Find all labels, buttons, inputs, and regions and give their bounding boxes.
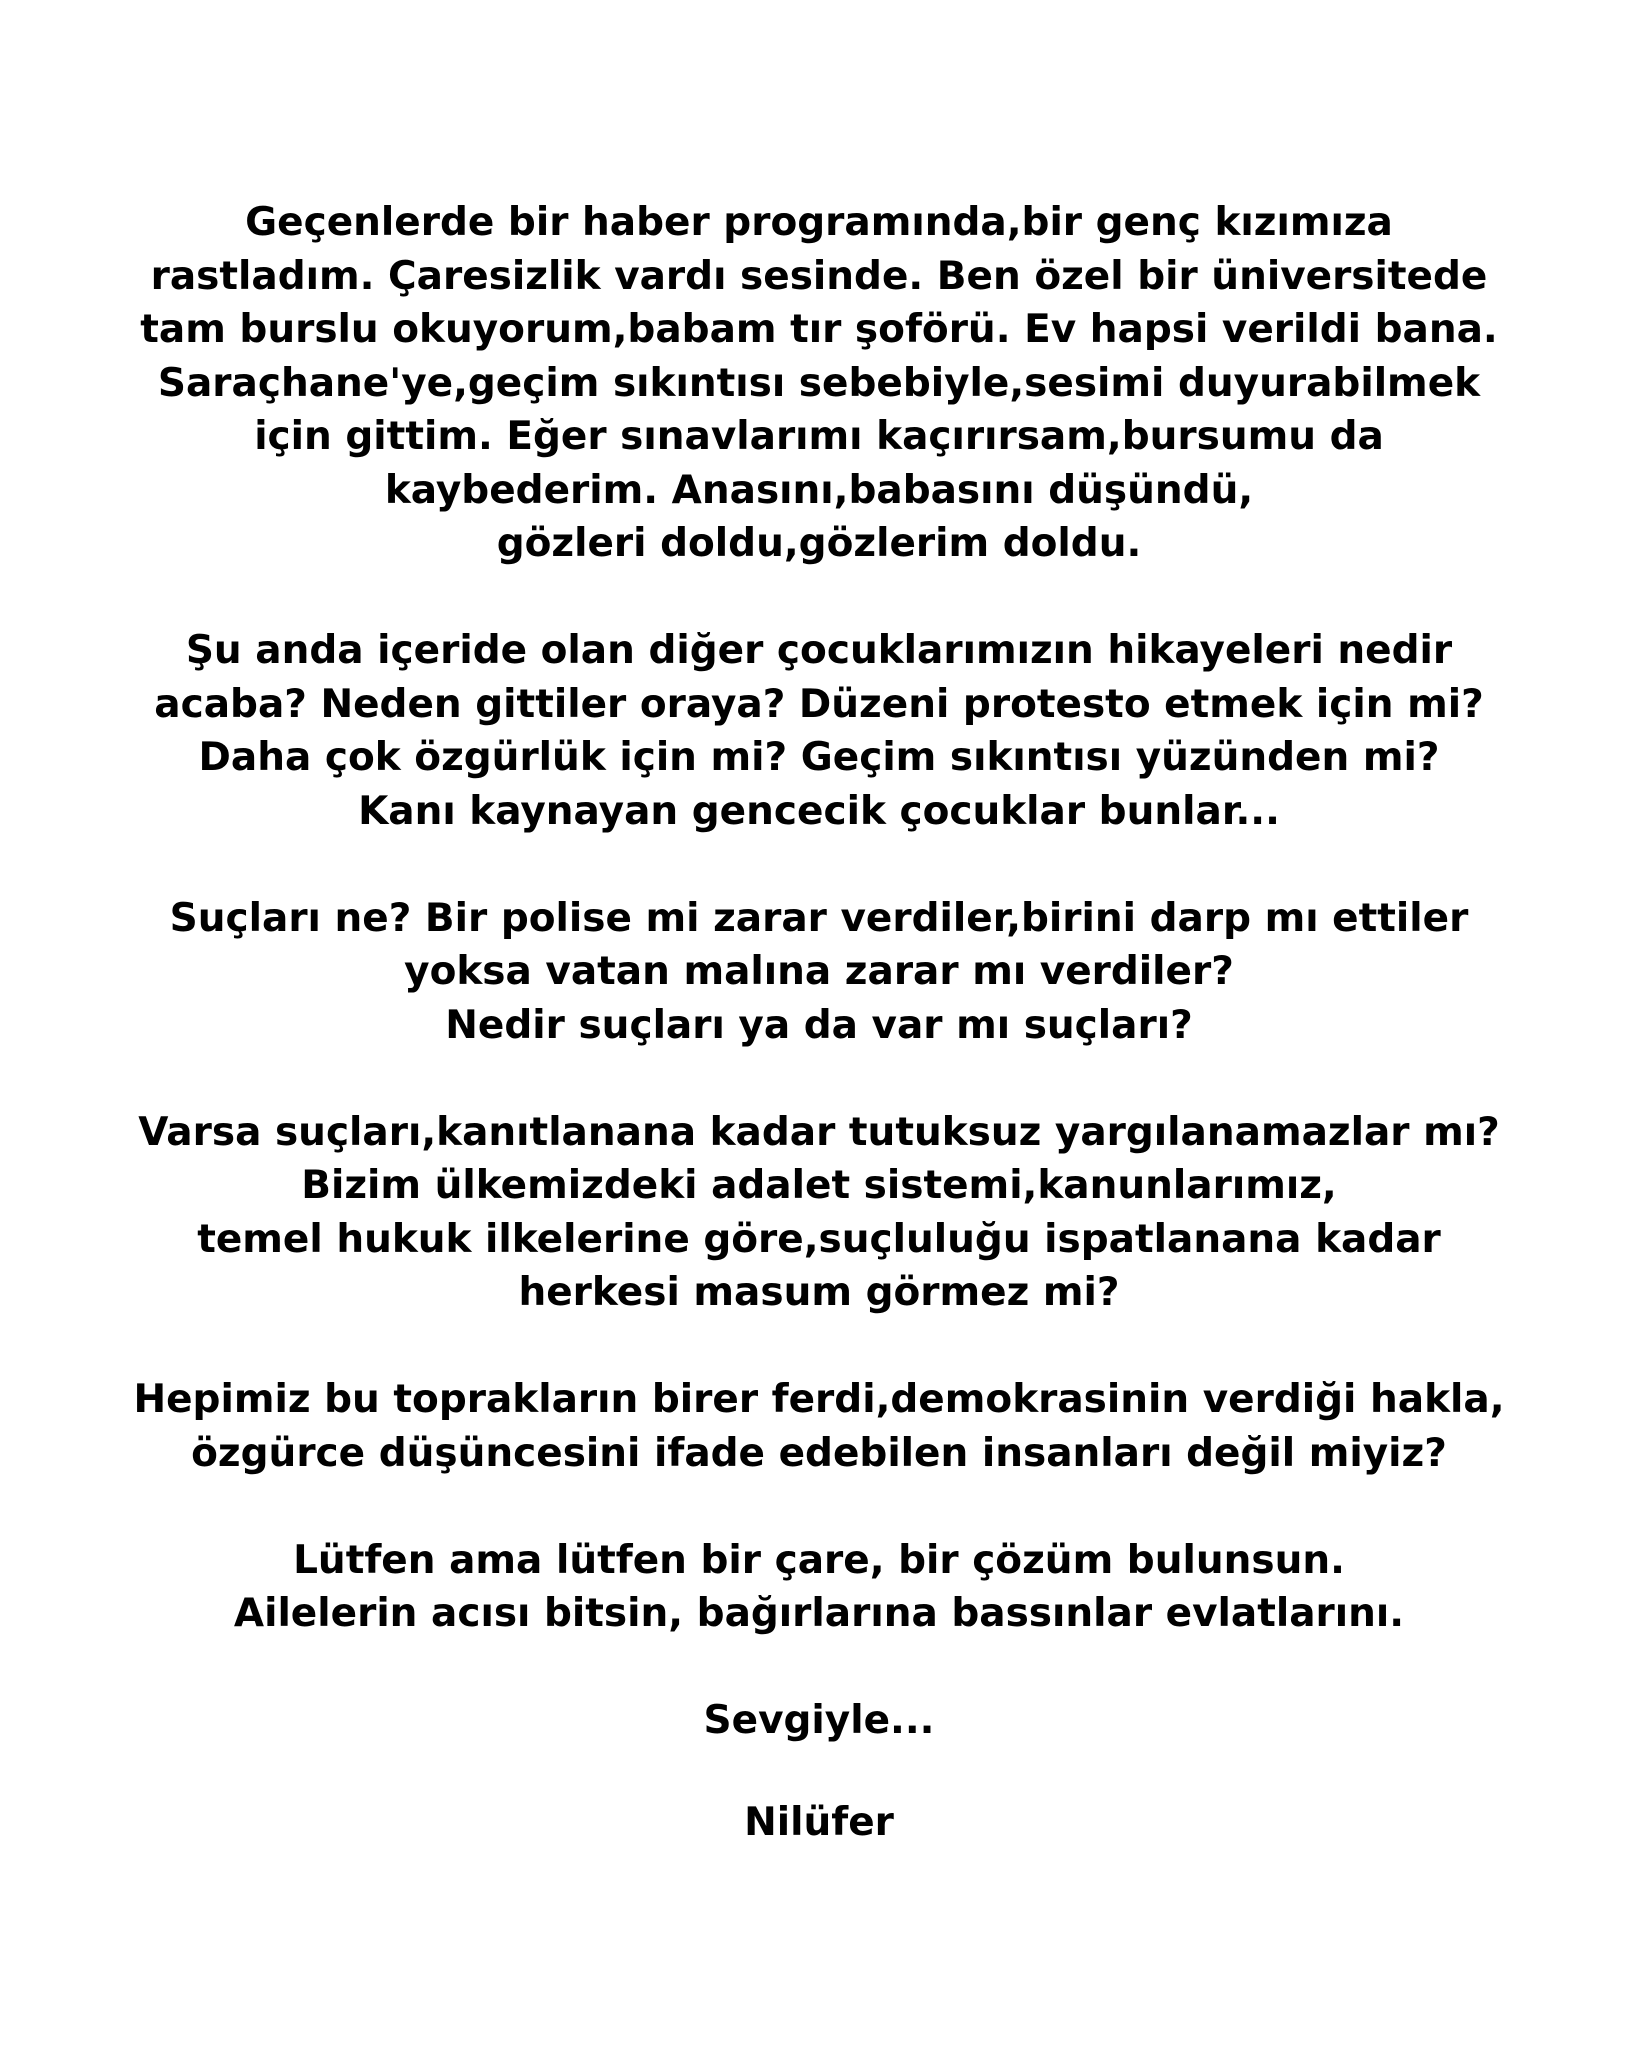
closing: Sevgiyle... [703, 1698, 935, 1743]
text-line: Suçları ne? Bir polise mi zarar verdiler,birini darp mı ettiler [169, 895, 1469, 941]
text-line: tam burslu okuyorum,babam tır şoförü. Ev hapsi verildi bana. [140, 307, 1498, 352]
text-line: Lütfen ama lütfen bir çare, bir çözüm bulunsun. [293, 1537, 1345, 1583]
text-line: Varsa suçları,kanıtlanana kadar tutuksuz yargılanamazlar mı? [138, 1109, 1500, 1155]
text-line: rastladım. Çaresizlik vardı sesinde. Ben özel bir üniversitede [150, 253, 1488, 299]
paragraph-2 [0, 624, 1638, 838]
paragraph-spacer [0, 838, 1638, 892]
paragraph-4 [0, 1106, 1638, 1320]
paragraph-spacer [0, 1320, 1638, 1374]
text-line: için gittim. Eğer sınavlarımı kaçırırsam,bursumu da [254, 414, 1384, 459]
text-line: Kanı kaynayan gencecik çocuklar bunlar... [358, 788, 1280, 834]
paragraph-spacer [0, 1052, 1638, 1106]
paragraph-spacer [0, 571, 1638, 625]
paragraph-1 [0, 196, 1638, 571]
text-line: Daha çok özgürlük için mi? Geçim sıkıntısı yüzünden mi? [198, 735, 1440, 780]
text-line: Saraçhane'ye,geçim sıkıntısı sebebiyle,sesimi duyurabilmek [157, 360, 1481, 406]
text-line: kaybederim. Anasını,babasını düşündü, [384, 467, 1254, 513]
text-line: temel hukuk ilkelerine göre,suçluluğu ispatlanana kadar [197, 1216, 1441, 1262]
text-line: herkesi masum görmez mi? [518, 1270, 1120, 1315]
paragraph-3 [0, 892, 1638, 1053]
text-line: Hepimiz bu toprakların birer ferdi,demokrasinin verdiği hakla, [133, 1377, 1505, 1422]
text-line: Ailelerin acısı bitsin, bağırlarına bassınlar evlatlarını. [233, 1591, 1405, 1636]
text-line: Bizim ülkemizdeki adalet sistemi,kanunlarımız, [301, 1163, 1337, 1208]
letter-body [0, 196, 1638, 1849]
text-line: Şu anda içeride olan diğer çocuklarımızın hikayeleri nedir [185, 628, 1453, 673]
paragraph-6 [0, 1534, 1638, 1641]
text-line: acaba? Neden gittiler oraya? Düzeni protesto etmek için mi? [154, 681, 1484, 727]
paragraph-spacer [0, 1748, 1638, 1796]
signature: Nilüfer [744, 1799, 894, 1845]
text-line: yoksa vatan malına zarar mı verdiler? [404, 949, 1234, 994]
text-line: özgürce düşüncesini ifade edebilen insanları değil miyiz? [191, 1430, 1447, 1476]
text-line: Nedir suçları ya da var mı suçları? [445, 1002, 1193, 1048]
paragraph-5 [0, 1373, 1638, 1480]
text-line: Geçenlerde bir haber programında,bir genç kızımıza [245, 200, 1393, 245]
paragraph-spacer [0, 1641, 1638, 1695]
paragraph-spacer [0, 1480, 1638, 1534]
text-line: gözleri doldu,gözlerim doldu. [496, 521, 1142, 566]
